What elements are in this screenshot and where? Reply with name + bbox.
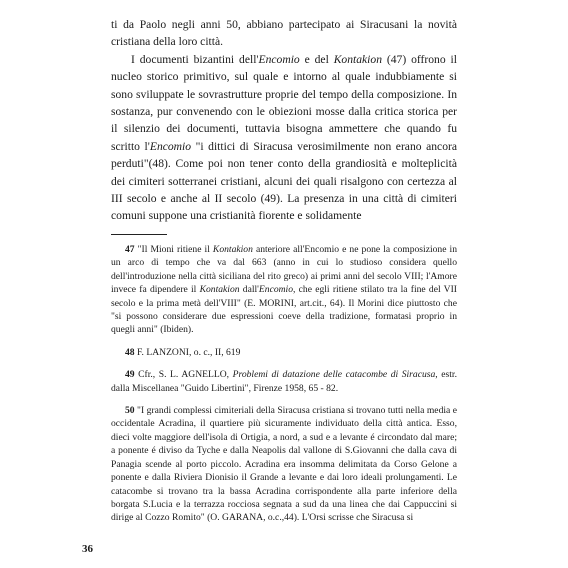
main-text xyxy=(111,16,457,225)
footnote-divider xyxy=(111,234,167,235)
paragraph-documents: I documenti bizantini dell'Encomio e del Kontakion (47) offrono il nucleo storico primitivo, sul quale e intorno al quale indubbiamente si sono sviluppate le sovrastrutture proprie del tempo della composizione. In sostanza, pur convenendo con le obiezioni mosse dalla critica storica per il silenzio dei documenti, tuttavia bisogna ammettere che quando fu scritto l'Encomio "i dittici di Siracusa verosimilmente non erano ancora perduti"(48). Come poi non tener conto della grandiosità e molteplicità dei cimiteri sotterranei cristiani, alcuni dei quali risalgono con certezza al III secolo e anche al II secolo (49). La presenza in una città di cimiteri comuni suppone una cristianità fiorente e solidamente xyxy=(111,52,458,223)
paragraph-continuation: ti da Paolo negli anni 50, abbiano partecipato ai Siracusani la novità cristiana della loro città. xyxy=(111,18,457,49)
footnote-47: 47 "Il Mioni ritiene il Kontakion anteriore all'Encomio e ne pone la composizione in un arco di tempo che va dal 663 (anno in cui lo studioso considera quello dell'introduzione nella città siciliana del rito greco) ai primi anni del secolo VIII; l'Amore invece fa dipendere il Kontakion dall'Encomio, che egli ritiene stilato tra la fine del VII secolo e la prima metà dell'VIII" (E. MORINI, art.cit., 64). Il Morini dice piuttosto che "si possono considerare due espressioni coeve della tradizione, formatasi proprio in quegli anni" (Ibiden). xyxy=(111,244,458,336)
footnote-49: 49 Cfr., S. L. AGNELLO, Problemi di datazione delle catacombe di Siracusa, estr. dalla Miscellanea "Guido Libertini", Firenze 1958, 65 - 82. xyxy=(111,369,457,394)
footnotes xyxy=(111,243,457,525)
page-number: 36 xyxy=(82,543,93,555)
footnote-48: 48 F. LANZONI, o. c., II, 619 xyxy=(125,346,241,358)
footnote-50: 50 "I grandi complessi cimiteriali della Siracusa cristiana si trovano tutti nella media e occidentale Acradina, il quartiere più sicuramente individuato della città antica. Esso, dieci volte maggiore dell'isola di Ortigia, a nord, a sud e a levante é circondato dal mare; a ponente é diviso da Tyche e dalla Neapolis dal vallone di S.Giovanni che dalla cava di Panagia scende al porto piccolo. Acradina era insomma delimitata da Corso Gelone a ponente e dalla Riviera Dionisio il Grande a levante e dai loro ideali prolungamenti. Le catacombe si trovano tra la bassa Acradina corrispondente alla parte inferiore della borgata S.Lucia e la terrazza rocciosa segnata a sud da una linea che dai Cappuccini si dirige al Cozzo Romito" (O. GARANA, o.c.,44). L'Orsi scrisse che Siracusa si xyxy=(111,405,457,524)
